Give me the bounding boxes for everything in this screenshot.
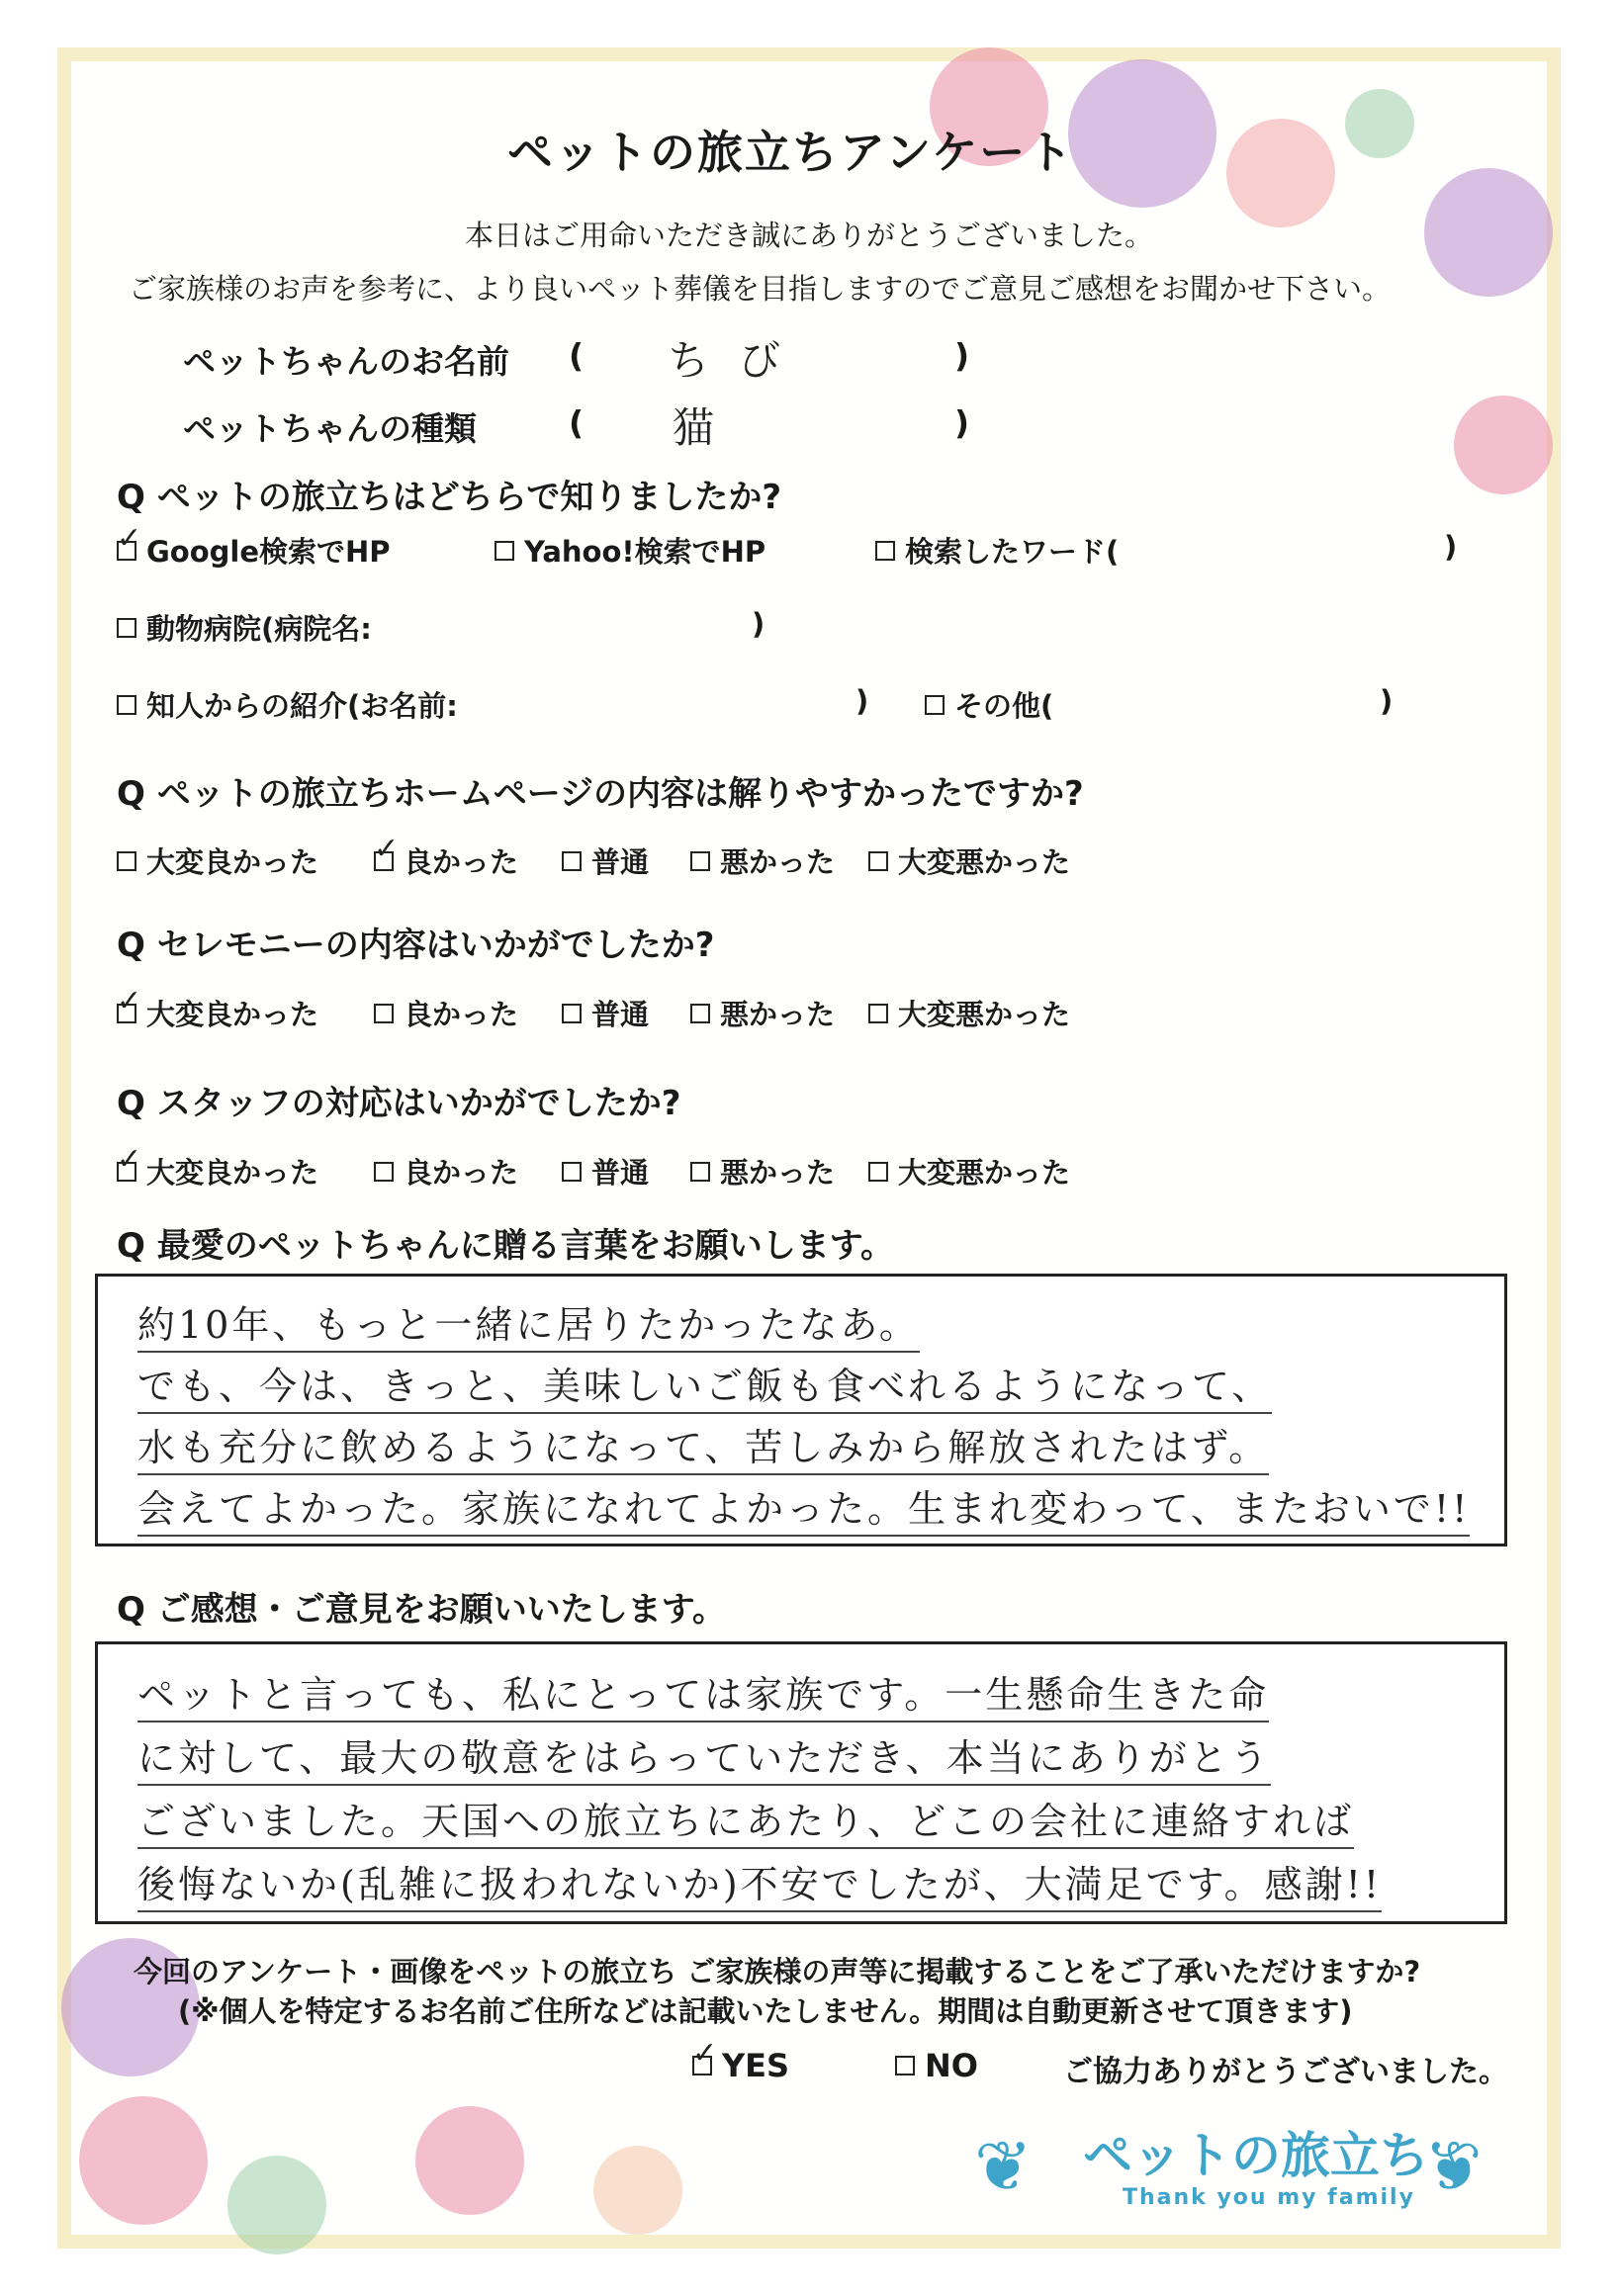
answer-line: ペットと言っても、私にとっては家族です。一生懸命生きた命 bbox=[137, 1664, 1269, 1722]
brand-logo: ペットの旅立ち bbox=[1083, 2127, 1429, 2184]
page-title: ペットの旅立ちアンケート bbox=[507, 126, 1075, 179]
pet-name-label: ペットちゃんのお名前 bbox=[183, 342, 509, 381]
question-4: Q スタッフの対応はいかがでしたか? bbox=[117, 1084, 681, 1123]
checkbox[interactable] bbox=[868, 851, 888, 871]
checkbox[interactable] bbox=[895, 2056, 915, 2075]
q1-option-google[interactable] bbox=[117, 530, 391, 571]
flower-decoration bbox=[1345, 89, 1414, 158]
checkbox[interactable] bbox=[925, 695, 945, 715]
consent-no-option[interactable] bbox=[895, 2047, 978, 2084]
checkbox[interactable] bbox=[562, 1004, 582, 1023]
scale-option[interactable] bbox=[117, 993, 318, 1033]
checkbox[interactable] bbox=[117, 618, 136, 638]
checkbox[interactable] bbox=[374, 1004, 394, 1023]
pet-type-value: 猫 bbox=[673, 403, 715, 452]
intro-line-2: ご家族様のお声を参考に、より良いペット葬儀を目指しますのでご意見ご感想をお聞かせ下さい。 bbox=[129, 272, 1392, 306]
checkbox-checked[interactable] bbox=[692, 2056, 712, 2075]
scale-option[interactable] bbox=[690, 993, 835, 1033]
consent-yes-option[interactable] bbox=[692, 2047, 789, 2084]
answer-line: でも、今は、きっと、美味しいご飯も食べれるようになって、 bbox=[137, 1356, 1272, 1414]
option-label: 大変悪かった bbox=[898, 1156, 1071, 1190]
answer-line: 後悔ないか(乱雑に扱われないか)不安でしたが、大満足です。感謝!! bbox=[137, 1854, 1382, 1912]
flower-decoration bbox=[415, 2106, 524, 2215]
flower-decoration bbox=[1068, 59, 1216, 208]
option-label: 普通 bbox=[591, 1156, 650, 1190]
option-label: 大変悪かった bbox=[898, 845, 1071, 879]
no-label: NO bbox=[925, 2047, 978, 2084]
option-label: その他( bbox=[954, 689, 1054, 723]
option-label: 大変良かった bbox=[146, 998, 319, 1031]
scale-option[interactable] bbox=[117, 1151, 318, 1192]
q1-option-vet[interactable] bbox=[117, 607, 372, 648]
pet-name-value: ちび bbox=[668, 336, 811, 385]
option-label: 大変良かった bbox=[146, 845, 319, 879]
option-label: 動物病院(病院名: bbox=[146, 612, 372, 646]
q1-option-referral[interactable] bbox=[117, 684, 458, 725]
option-label: 良かった bbox=[404, 998, 519, 1031]
answer-line: に対して、最大の敬意をはらっていただき、本当にありがとう bbox=[137, 1727, 1271, 1786]
q1-option-yahoo[interactable] bbox=[495, 530, 765, 571]
scale-option[interactable] bbox=[117, 840, 318, 881]
q4-scale bbox=[117, 1151, 1205, 1191]
q1-option-search-word[interactable] bbox=[875, 530, 1119, 571]
checkbox[interactable] bbox=[562, 851, 582, 871]
scale-option[interactable] bbox=[562, 993, 649, 1033]
wing-right-icon: ❦ bbox=[1424, 2126, 1483, 2207]
checkbox-checked[interactable] bbox=[374, 851, 394, 871]
answer-box-feedback[interactable] bbox=[95, 1641, 1507, 1924]
flower-decoration bbox=[227, 2156, 326, 2254]
checkbox[interactable] bbox=[875, 541, 895, 561]
pet-type-label: ペットちゃんの種類 bbox=[183, 409, 477, 448]
answer-line: 約10年、もっと一緒に居りたかったなあ。 bbox=[137, 1294, 920, 1353]
flower-decoration bbox=[1454, 396, 1553, 494]
flower-decoration bbox=[1226, 119, 1335, 227]
checkbox-checked[interactable] bbox=[117, 541, 136, 561]
paren-close: ) bbox=[954, 403, 970, 442]
option-label: 検索したワード( bbox=[905, 535, 1120, 569]
consent-line-2: (※個人を特定するお名前ご住所などは記載いたしません。期間は自動更新させて頂きます) bbox=[178, 1994, 1353, 2028]
scale-option[interactable] bbox=[868, 993, 1070, 1033]
question-6: Q ご感想・ご意見をお願いいたします。 bbox=[117, 1590, 727, 1630]
checkbox[interactable] bbox=[117, 851, 136, 871]
checkbox[interactable] bbox=[690, 851, 710, 871]
checkbox-checked[interactable] bbox=[117, 1004, 136, 1023]
paren-close: ) bbox=[1380, 684, 1394, 718]
checkbox-checked[interactable] bbox=[117, 1162, 136, 1182]
option-label: 悪かった bbox=[720, 1156, 836, 1190]
option-label: 知人からの紹介(お名前: bbox=[146, 689, 458, 723]
scale-option[interactable] bbox=[562, 1151, 649, 1192]
paren-close: ) bbox=[954, 336, 970, 375]
option-label: 良かった bbox=[404, 1156, 519, 1190]
checkbox[interactable] bbox=[868, 1162, 888, 1182]
question-2: Q ペットの旅立ちホームページの内容は解りやすかったですか? bbox=[117, 774, 1084, 814]
flower-decoration bbox=[79, 2096, 208, 2225]
paren-close: ) bbox=[855, 684, 869, 718]
paren-close: ) bbox=[1444, 530, 1458, 564]
flower-decoration bbox=[593, 2146, 682, 2235]
answer-line: ございました。天国への旅立ちにあたり、どこの会社に連絡すれば bbox=[137, 1791, 1354, 1849]
checkbox[interactable] bbox=[117, 695, 136, 715]
option-label: 大変悪かった bbox=[898, 998, 1071, 1031]
scale-option[interactable] bbox=[690, 1151, 835, 1192]
brand-tagline: Thank you my family bbox=[1123, 2185, 1415, 2210]
option-label: 良かった bbox=[404, 845, 519, 879]
question-5: Q 最愛のペットちゃんに贈る言葉をお願いします。 bbox=[117, 1226, 895, 1266]
option-label: 普通 bbox=[591, 845, 650, 879]
option-label: Yahoo!検索でHP bbox=[524, 535, 766, 569]
intro-line-1: 本日はご用命いただき誠にありがとうございました。 bbox=[465, 219, 1154, 252]
option-label: Google検索でHP bbox=[146, 535, 391, 569]
scale-option[interactable] bbox=[690, 840, 835, 881]
checkbox[interactable] bbox=[690, 1004, 710, 1023]
option-label: 大変良かった bbox=[146, 1156, 319, 1190]
question-1: Q ペットの旅立ちはどちらで知りましたか? bbox=[117, 478, 782, 517]
paren-open: ( bbox=[569, 403, 585, 442]
scale-option[interactable] bbox=[374, 1151, 518, 1192]
q3-scale bbox=[117, 993, 1205, 1032]
paren-open: ( bbox=[569, 336, 585, 375]
answer-line: 会えてよかった。家族になれてよかった。生まれ変わって、またおいで!! bbox=[137, 1478, 1470, 1537]
paren-close: ) bbox=[752, 607, 765, 641]
checkbox[interactable] bbox=[868, 1004, 888, 1023]
scale-option[interactable] bbox=[868, 1151, 1070, 1192]
scale-option[interactable] bbox=[868, 840, 1070, 881]
question-3: Q セレモニーの内容はいかがでしたか? bbox=[117, 926, 715, 965]
wing-left-icon: ❦ bbox=[974, 2126, 1033, 2207]
consent-line-1: 今回のアンケート・画像をペットの旅立ち ご家族様の声等に掲載することをご了承いただけますか? bbox=[134, 1955, 1421, 1988]
checkbox[interactable] bbox=[690, 1162, 710, 1182]
answer-box-message[interactable] bbox=[95, 1274, 1507, 1546]
option-label: 悪かった bbox=[720, 845, 836, 879]
checkbox[interactable] bbox=[374, 1162, 394, 1182]
scale-option[interactable] bbox=[374, 993, 518, 1033]
q1-option-other[interactable] bbox=[925, 684, 1053, 725]
flower-decoration bbox=[1424, 168, 1553, 297]
scale-option[interactable] bbox=[374, 840, 518, 881]
checkbox[interactable] bbox=[562, 1162, 582, 1182]
q2-scale bbox=[117, 840, 1205, 880]
yes-label: YES bbox=[722, 2047, 790, 2084]
option-label: 悪かった bbox=[720, 998, 836, 1031]
answer-line: 水も充分に飲めるようになって、苦しみから解放されたはず。 bbox=[137, 1417, 1269, 1475]
option-label: 普通 bbox=[591, 998, 650, 1031]
checkbox[interactable] bbox=[495, 541, 514, 561]
thanks-text: ご協力ありがとうございました。 bbox=[1063, 2055, 1508, 2089]
scale-option[interactable] bbox=[562, 840, 649, 881]
